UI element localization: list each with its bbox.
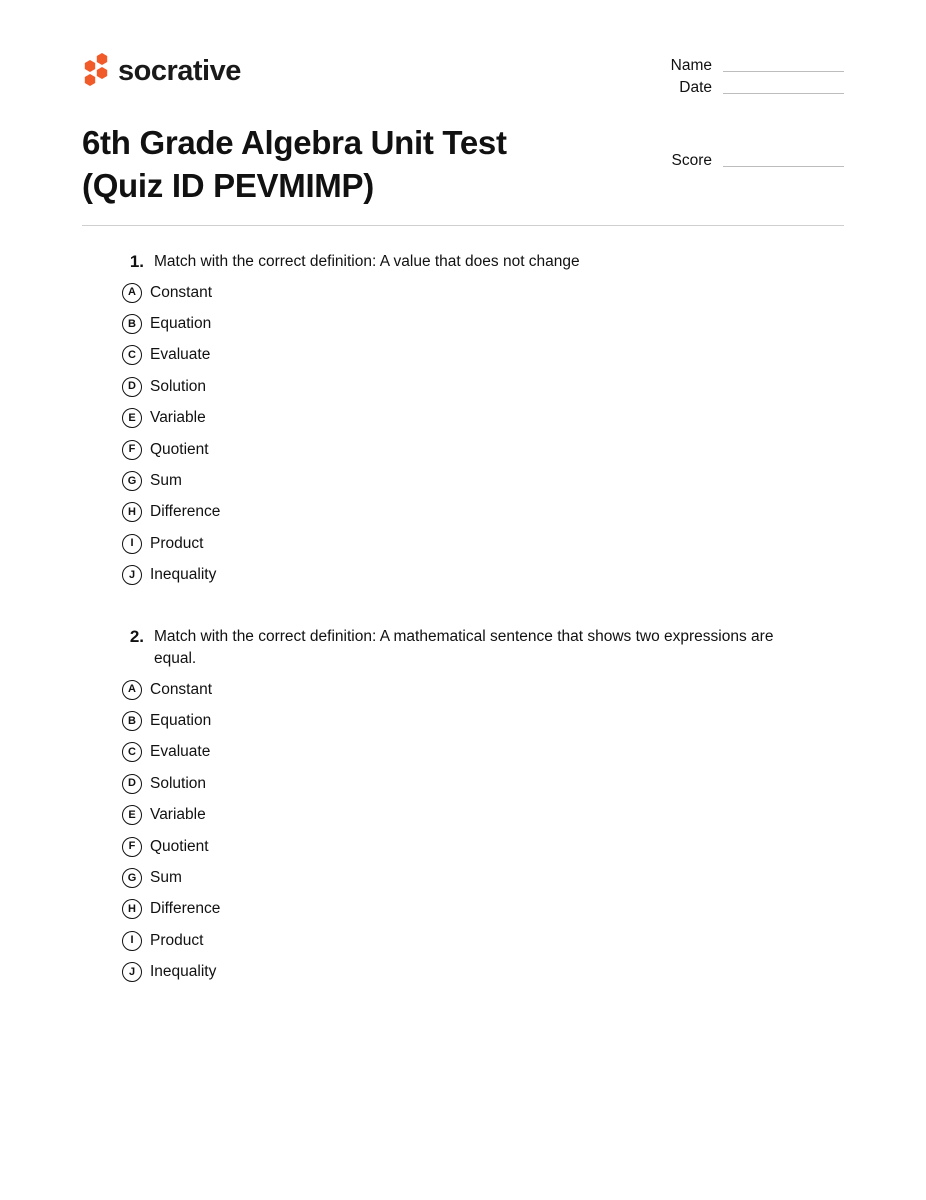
option-label: Difference xyxy=(150,503,221,521)
score-field[interactable] xyxy=(602,151,844,171)
answer-option[interactable] xyxy=(118,737,818,768)
option-letter-bubble[interactable]: A xyxy=(122,680,142,700)
name-line[interactable] xyxy=(723,61,844,72)
name-label: Name xyxy=(670,57,712,74)
answer-option[interactable] xyxy=(118,528,818,559)
title-line-2: (Quiz ID PEVMIMP) xyxy=(82,167,374,204)
question-text: Match with the correct definition: A mathematical sentence that shows two expressions are equal. xyxy=(154,628,774,667)
question-number: 1. xyxy=(129,252,144,271)
brand-name: socrative xyxy=(118,55,241,87)
option-label: Inequality xyxy=(150,963,217,981)
date-line[interactable] xyxy=(723,83,844,94)
option-letter-bubble[interactable]: C xyxy=(122,742,142,762)
option-letter-bubble[interactable]: D xyxy=(122,377,142,397)
option-letter-bubble[interactable]: E xyxy=(122,805,142,825)
answer-option[interactable] xyxy=(118,705,818,736)
option-letter-bubble[interactable]: A xyxy=(122,283,142,303)
question-header xyxy=(118,626,818,670)
option-label: Equation xyxy=(150,315,212,333)
answer-option[interactable] xyxy=(118,894,818,925)
answer-option[interactable] xyxy=(118,465,818,496)
option-label: Quotient xyxy=(150,440,209,458)
option-label: Product xyxy=(150,534,204,552)
answer-options xyxy=(118,277,818,591)
header-divider xyxy=(82,225,844,226)
answer-option[interactable] xyxy=(118,862,818,893)
score-label: Score xyxy=(671,152,712,169)
date-label: Date xyxy=(679,79,712,96)
option-letter-bubble[interactable]: B xyxy=(122,314,142,334)
option-letter-bubble[interactable]: G xyxy=(122,868,142,888)
question-2 xyxy=(118,626,818,988)
option-label: Inequality xyxy=(150,566,217,584)
answer-option[interactable] xyxy=(118,340,818,371)
answer-option[interactable] xyxy=(118,925,818,956)
option-label: Sum xyxy=(150,472,182,490)
socrative-hexagon-icon xyxy=(82,52,110,90)
option-label: Variable xyxy=(150,806,206,824)
option-letter-bubble[interactable]: I xyxy=(122,534,142,554)
answer-option[interactable] xyxy=(118,434,818,465)
answer-option[interactable] xyxy=(118,560,818,591)
answer-option[interactable] xyxy=(118,371,818,402)
option-letter-bubble[interactable]: J xyxy=(122,565,142,585)
date-field[interactable] xyxy=(602,78,844,98)
score-line[interactable] xyxy=(723,156,844,167)
answer-option[interactable] xyxy=(118,831,818,862)
answer-option[interactable] xyxy=(118,800,818,831)
option-letter-bubble[interactable]: J xyxy=(122,962,142,982)
option-letter-bubble[interactable]: C xyxy=(122,345,142,365)
answer-option[interactable] xyxy=(118,277,818,308)
answer-option[interactable] xyxy=(118,403,818,434)
option-label: Evaluate xyxy=(150,346,211,364)
option-label: Quotient xyxy=(150,837,209,855)
answer-option[interactable] xyxy=(118,308,818,339)
option-label: Sum xyxy=(150,869,182,887)
option-label: Product xyxy=(150,931,204,949)
question-number: 2. xyxy=(129,627,144,646)
question-1 xyxy=(118,251,818,591)
answer-option[interactable] xyxy=(118,768,818,799)
option-label: Equation xyxy=(150,712,212,730)
option-label: Constant xyxy=(150,680,213,698)
page-title xyxy=(82,121,507,207)
answer-option[interactable] xyxy=(118,957,818,988)
name-field[interactable] xyxy=(602,56,844,76)
option-letter-bubble[interactable]: I xyxy=(122,931,142,951)
answer-option[interactable] xyxy=(118,674,818,705)
option-label: Constant xyxy=(150,283,213,301)
option-letter-bubble[interactable]: B xyxy=(122,711,142,731)
option-label: Variable xyxy=(150,409,206,427)
option-letter-bubble[interactable]: F xyxy=(122,837,142,857)
question-text: Match with the correct definition: A value that does not change xyxy=(154,253,580,270)
option-letter-bubble[interactable]: D xyxy=(122,774,142,794)
option-label: Solution xyxy=(150,377,207,395)
option-label: Difference xyxy=(150,900,221,918)
option-letter-bubble[interactable]: G xyxy=(122,471,142,491)
socrative-logo xyxy=(82,52,241,90)
option-letter-bubble[interactable]: E xyxy=(122,408,142,428)
title-line-1: 6th Grade Algebra Unit Test xyxy=(82,124,507,161)
answer-option[interactable] xyxy=(118,497,818,528)
answer-options xyxy=(118,674,818,988)
option-label: Solution xyxy=(150,774,207,792)
option-letter-bubble[interactable]: F xyxy=(122,440,142,460)
option-letter-bubble[interactable]: H xyxy=(122,502,142,522)
option-label: Evaluate xyxy=(150,743,211,761)
option-letter-bubble[interactable]: H xyxy=(122,899,142,919)
question-header xyxy=(118,251,818,273)
